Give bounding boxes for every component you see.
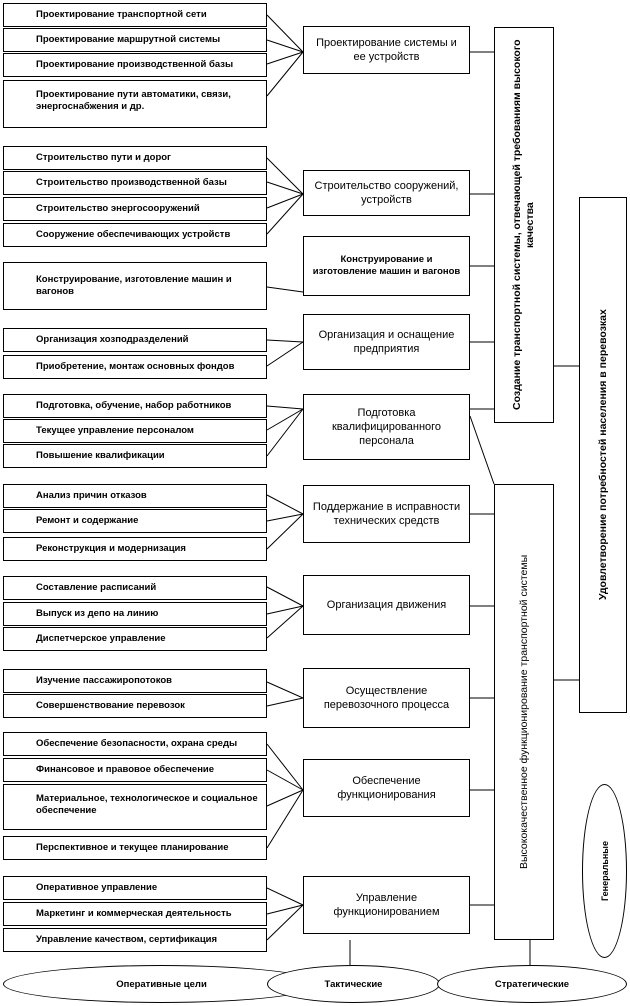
strategic-goal-bottom-label: Высококачественное функционирование транспортной системы: [517, 554, 530, 870]
leaf-item: Проектирование транспортной сети: [3, 3, 267, 27]
leaf-item: Управление качеством, сертификация: [3, 928, 267, 952]
general-level-oval: [582, 784, 627, 958]
leaf-item: Реконструкция и модернизация: [3, 537, 267, 561]
tactical-level-oval: [267, 965, 440, 1003]
leaf-item: Совершенствование перевозок: [3, 694, 267, 718]
leaf-item: Строительство энергосооружений: [3, 197, 267, 221]
strategic-goal-top: [494, 27, 554, 423]
operational-level-label: Оперативные цели: [116, 978, 207, 990]
leaf-item: Финансовое и правовое обеспечение: [3, 758, 267, 782]
leaf-item: Диспетчерское управление: [3, 627, 267, 651]
tactical-goal-box: Организация и оснащение предприятия: [303, 314, 470, 370]
tactical-goal-box: Поддержание в исправности технических средств: [303, 485, 470, 543]
tactical-goal-box: Подготовка квалифицированного персонала: [303, 394, 470, 460]
leaf-item: Подготовка, обучение, набор работников: [3, 394, 267, 418]
tactical-goal-box: Осуществление перевозочного процесса: [303, 668, 470, 728]
general-goal-box: [579, 197, 627, 713]
leaf-item: Маркетинг и коммерческая деятельность: [3, 902, 267, 926]
leaf-item: Оперативное управление: [3, 876, 267, 900]
leaf-item: Изучение пассажиропотоков: [3, 669, 267, 693]
leaf-item: Проектирование маршрутной системы: [3, 28, 267, 52]
leaf-item: Анализ причин отказов: [3, 484, 267, 508]
strategic-level-oval: [437, 965, 627, 1003]
leaf-item: Организация хозподразделений: [3, 328, 267, 352]
tactical-goal-box: Проектирование системы и ее устройств: [303, 26, 470, 74]
leaf-item: Обеспечение безопасности, охрана среды: [3, 732, 267, 756]
general-level-label: Генеральные: [599, 841, 610, 901]
leaf-item: Конструирование, изготовление машин и вагонов: [3, 262, 267, 310]
leaf-item: Строительство производственной базы: [3, 171, 267, 195]
tactical-goal-box: Строительство сооружений, устройств: [303, 170, 470, 216]
tactical-goal-box: Организация движения: [303, 575, 470, 635]
leaf-item: Текущее управление персоналом: [3, 419, 267, 443]
leaf-item: Проектирование пути автоматики, связи, энергоснабжения и др.: [3, 80, 267, 128]
leaf-item: Составление расписаний: [3, 576, 267, 600]
leaf-item: Приобретение, монтаж основных фондов: [3, 355, 267, 379]
leaf-item: Проектирование производственной базы: [3, 53, 267, 77]
leaf-item: Повышение квалификации: [3, 444, 267, 468]
leaf-item: Перспективное и текущее планирование: [3, 836, 267, 860]
tactical-level-label: Тактические: [324, 978, 383, 990]
leaf-item: Материальное, технологическое и социальное обеспечение: [3, 784, 267, 830]
tactical-goal-box: Конструирование и изготовление машин и вагонов: [303, 236, 470, 296]
leaf-item: Ремонт и содержание: [3, 509, 267, 533]
tactical-goal-box: Управление функционированием: [303, 876, 470, 934]
leaf-item: Строительство пути и дорог: [3, 146, 267, 170]
strategic-goal-top-label: Создание транспортной системы, отвечающей требованиям высокого качества: [511, 39, 536, 411]
general-goal-label: Удовлетворение потребностей населения в перевозках: [596, 309, 609, 601]
strategic-goal-bottom: [494, 484, 554, 940]
leaf-item: Выпуск из депо на линию: [3, 602, 267, 626]
leaf-item: Сооружение обеспечивающих устройств: [3, 223, 267, 247]
strategic-level-label: Стратегические: [494, 978, 570, 990]
tactical-goal-box: Обеспечение функционирования: [303, 759, 470, 817]
